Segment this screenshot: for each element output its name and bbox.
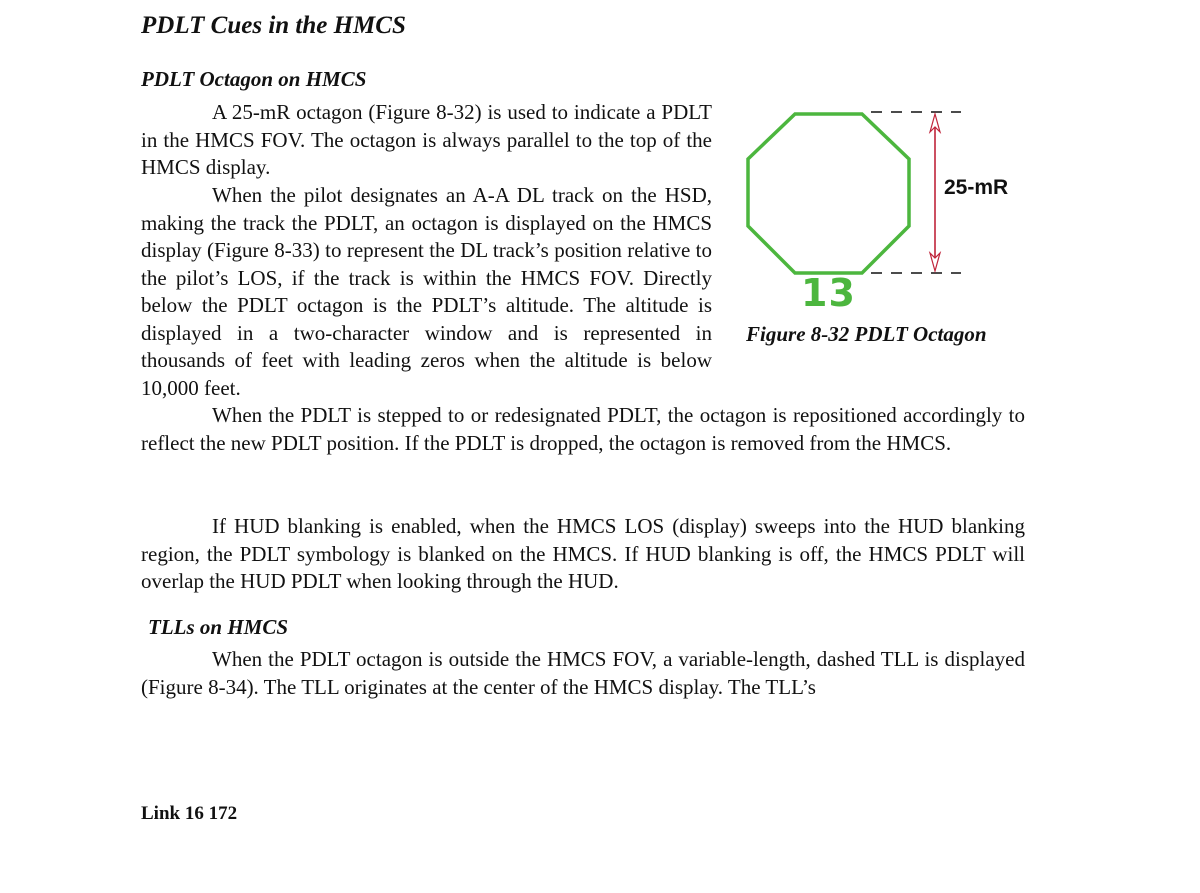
paragraph <box>141 99 712 182</box>
figure-pdlt-octagon <box>741 100 1031 360</box>
pdlt-octagon <box>748 114 909 273</box>
paragraph <box>141 646 1025 701</box>
paragraph-text: When the PDLT is stepped to or redesignated PDLT, the octagon is repositioned accordingly to reflect the new PDLT position. If the PDLT is dropped, the octagon is removed from the HMCS. <box>141 403 1025 455</box>
paragraph-text: When the pilot designates an A-A DL track on the HSD, making the track the PDLT, an octagon is displayed on the HMCS display (Figure 8-33) to represent the DL track’s position relative to the pilot’s LOS, if the track is within the HMCS FOV. Directly below the PDLT octagon is the PDLT’s altitude. The altitude is displayed in a two-character window and is represented in thousands of feet with leading zeros when the altitude is below 10,000 feet. <box>141 183 712 400</box>
paragraph <box>141 402 1025 457</box>
paragraph-text: When the PDLT octagon is outside the HMCS FOV, a variable-length, dashed TLL is displayed (Figure 8-34). The TLL originates at the center of the HMCS display. The TLL’s <box>141 647 1025 699</box>
octagon-diagram <box>741 100 1031 300</box>
altitude-readout: 13 <box>801 271 856 315</box>
paragraph-text: If HUD blanking is enabled, when the HMCS LOS (display) sweeps into the HUD blanking region, the PDLT symbology is blanked on the HMCS. If HUD blanking is off, the HMCS PDLT will overlap the HUD PDLT when looking through the HUD. <box>141 514 1025 593</box>
dimension-label: 25-mR <box>944 176 1009 199</box>
paragraph <box>141 182 712 402</box>
page-title: PDLT Cues in the HMCS <box>141 12 406 39</box>
page-footer: Link 16 172 <box>141 803 238 824</box>
paragraph <box>141 513 1025 596</box>
section-heading-pdlt-octagon: PDLT Octagon on HMCS <box>141 67 367 91</box>
figure-caption: Figure 8-32 PDLT Octagon <box>746 322 987 346</box>
paragraph-text: A 25-mR octagon (Figure 8-32) is used to indicate a PDLT in the HMCS FOV. The octagon is always parallel to the top of the HMCS display. <box>141 100 712 179</box>
section-heading-tlls: TLLs on HMCS <box>148 615 289 639</box>
